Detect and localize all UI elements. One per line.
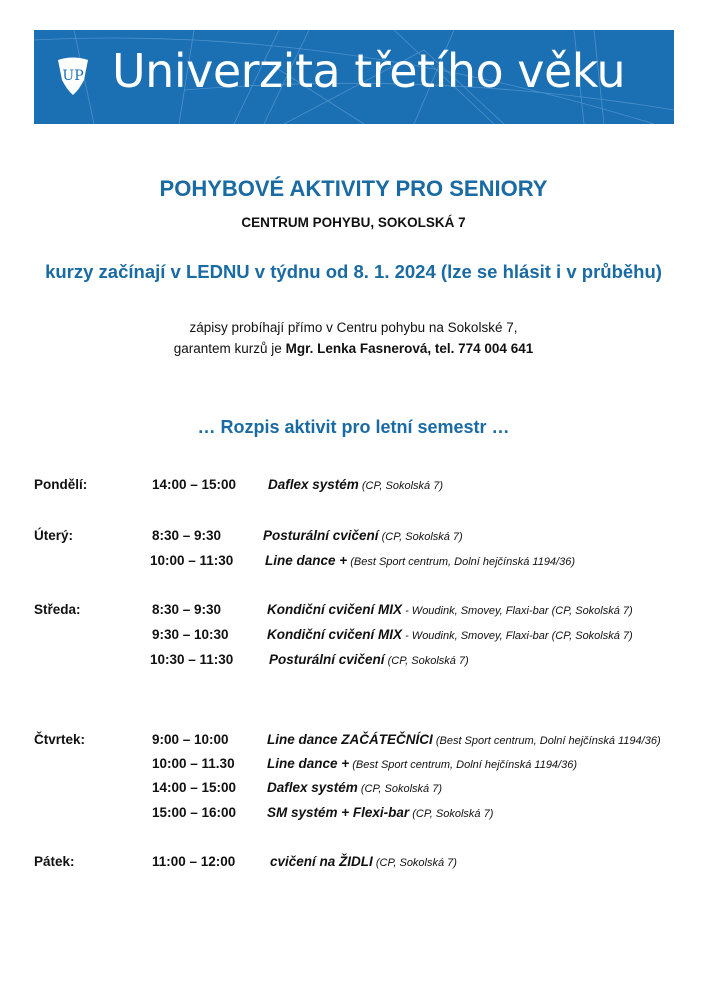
- activity-name: cvičení na ŽIDLI: [270, 854, 373, 869]
- schedule-row: [0, 756, 707, 776]
- start-notice: kurzy začínají v LEDNU v týdnu od 8. 1. 2024 (lze se hlásit i v průběhu): [45, 261, 662, 282]
- time-range: 10:30 – 11:30: [150, 652, 234, 667]
- activity-location: (Best Sport centrum, Dolní hejčínská 1194/36): [432, 735, 661, 747]
- guarantor-prefix: garantem kurzů je: [173, 341, 286, 356]
- activity-location: (Best Sport centrum, Dolní hejčínská 1194/36): [347, 556, 576, 568]
- day-label: Čtvrtek:: [34, 732, 86, 747]
- time-range: 8:30 – 9:30: [152, 528, 222, 543]
- activity-location: - Woudink, Smovey, Flaxi-bar (CP, Sokolská 7): [402, 630, 633, 642]
- up-shield-logo-icon: [56, 56, 90, 96]
- schedule-row: [0, 528, 707, 548]
- activity-name: Posturální cvičení: [263, 528, 379, 543]
- time-range: 10:00 – 11.30: [152, 756, 235, 771]
- schedule-row: [0, 627, 707, 647]
- activity-name: Line dance +: [265, 553, 348, 568]
- registration-info: [0, 317, 707, 359]
- time-range: 14:00 – 15:00: [152, 477, 237, 492]
- activity-location: (CP, Sokolská 7): [384, 655, 469, 667]
- activity-location: (CP, Sokolská 7): [409, 808, 494, 820]
- day-label: Středa:: [34, 602, 81, 617]
- time-range: 15:00 – 16:00: [152, 805, 237, 820]
- registration-line: zápisy probíhají přímo v Centru pohybu na Sokolské 7,: [189, 320, 518, 335]
- schedule-heading: … Rozpis aktivit pro letní semestr …: [197, 417, 510, 437]
- activity-name: Posturální cvičení: [269, 652, 385, 667]
- activity-location: (Best Sport centrum, Dolní hejčínská 1194/36): [349, 759, 578, 771]
- day-label: Úterý:: [34, 528, 74, 543]
- schedule-row: [0, 854, 707, 874]
- activity-name: Daflex systém: [267, 780, 358, 795]
- activity-location: (CP, Sokolská 7): [357, 783, 442, 795]
- activity-location: (CP, Sokolská 7): [378, 531, 463, 543]
- time-range: 11:00 – 12:00: [152, 854, 236, 869]
- time-range: 9:00 – 10:00: [152, 732, 229, 747]
- svg-text:UP: UP: [62, 68, 84, 84]
- schedule-row: [0, 805, 707, 825]
- schedule-row: [0, 602, 707, 622]
- day-label: Pondělí:: [34, 477, 88, 492]
- activity-name: SM systém + Flexi-bar: [267, 805, 410, 820]
- page-title: POHYBOVÉ AKTIVITY PRO SENIORY: [159, 176, 548, 201]
- guarantor-contact: Mgr. Lenka Fasnerová, tel. 774 004 641: [285, 341, 534, 356]
- activity-location: (CP, Sokolská 7): [358, 480, 443, 492]
- activity-name: Kondiční cvičení MIX: [267, 602, 403, 617]
- page-subtitle: CENTRUM POHYBU, SOKOLSKÁ 7: [241, 215, 466, 230]
- activity-location: (CP, Sokolská 7): [372, 857, 457, 869]
- time-range: 14:00 – 15:00: [152, 780, 237, 795]
- guarantor-line: [0, 338, 707, 359]
- activity-name: Kondiční cvičení MIX: [267, 627, 403, 642]
- activity-name: Line dance ZAČÁTEČNÍCI: [267, 732, 433, 747]
- activity-name: Line dance +: [267, 756, 350, 771]
- time-range: 9:30 – 10:30: [152, 627, 229, 642]
- schedule-row: [0, 477, 707, 497]
- day-label: Pátek:: [34, 854, 75, 869]
- activity-name: Daflex systém: [268, 477, 359, 492]
- activity-location: - Woudink, Smovey, Flaxi-bar (CP, Sokolská 7): [402, 605, 633, 617]
- banner-title: Univerzita třetího věku: [112, 44, 626, 98]
- schedule-row: [0, 732, 707, 752]
- schedule-row: [0, 652, 707, 672]
- time-range: 8:30 – 9:30: [152, 602, 222, 617]
- schedule-row: [0, 780, 707, 800]
- banner: [34, 30, 674, 124]
- time-range: 10:00 – 11:30: [150, 553, 234, 568]
- schedule-row: [0, 553, 707, 573]
